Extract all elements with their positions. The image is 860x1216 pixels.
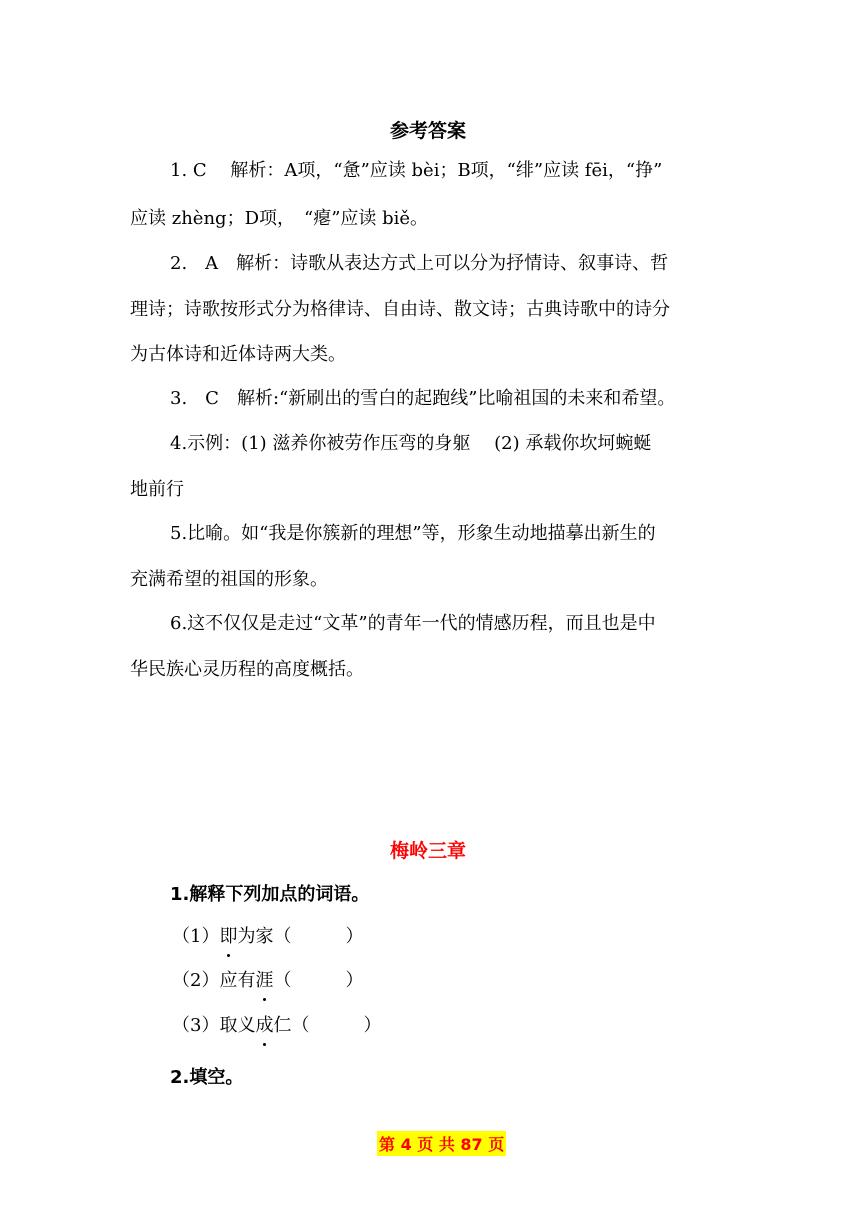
emphasis-dot-icon [263,998,266,1001]
question-1: 1.解释下列加点的词语。 [170,884,370,905]
item-1-suffix: 为家（ ） [237,926,364,947]
answer-2-line-2: 理诗；诗歌按形式分为格律诗、自由诗、散文诗；古典诗歌中的诗分 [130,299,670,320]
item-2-dotted-text: 涯 [255,970,274,991]
emphasis-dot-icon [263,1043,266,1046]
item-2-dotted-char [255,968,273,994]
page-footer: 第 4 页 共 87 页 [377,1131,506,1156]
question-1-item-1 [172,924,363,950]
answer-5-line-2: 充满希望的祖国的形象。 [130,569,328,590]
emphasis-dot-icon [227,954,230,957]
item-3-prefix: （3）取义 [172,1015,256,1036]
answer-6-line-1: 6.这不仅仅是走过“文革”的青年一代的情感历程，而且也是中 [170,613,656,634]
item-3-dotted-char [255,1013,273,1039]
item-1-dotted-char [219,924,237,950]
answer-4-line-2: 地前行 [130,479,184,500]
item-1-prefix: （1） [172,926,220,947]
item-2-prefix: （2）应有 [172,970,256,991]
item-1-dotted-text: 即 [219,926,238,947]
answer-2-line-3: 为古体诗和近体诗两大类。 [130,344,346,365]
answer-1-char: 惫 [342,160,361,181]
item-2-suffix: （ ） [273,970,364,991]
question-2: 2.填空。 [170,1067,244,1088]
answer-1-line-1 [170,158,662,184]
question-1-item-2 [172,968,363,994]
answer-6-line-2: 华民族心灵历程的高度概括。 [130,659,364,680]
item-3-suffix: 仁（ ） [273,1015,382,1036]
answer-4-line-1: 4.示例：(1) 滋养你被劳作压弯的身躯 (2) 承载你坎坷蜿蜒 [170,433,652,454]
answer-5-line-1: 5.比喻。如“我是你簇新的理想”等，形象生动地描摹出新生的 [170,523,656,544]
answer-2-line-1: 2. A 解析：诗歌从表达方式上可以分为抒情诗、叙事诗、哲 [170,253,669,274]
item-3-dotted-text: 成 [255,1015,274,1036]
answers-title: 参考答案 [390,120,467,142]
answer-3: 3. C 解析:“新刷出的雪白的起跑线”比喻祖国的未来和希望。 [170,388,676,409]
answer-1-rest: ”应读 bèi；B项，“绯”应读 fēi，“挣” [360,160,663,181]
section-title: 梅岭三章 [390,840,467,862]
answer-1-prefix: 1. C 解析：A项，“ [170,160,343,181]
answer-1-line-2: 应读 zhèng；D项， “瘪”应读 biě。 [130,208,429,229]
question-1-item-3 [172,1013,381,1039]
